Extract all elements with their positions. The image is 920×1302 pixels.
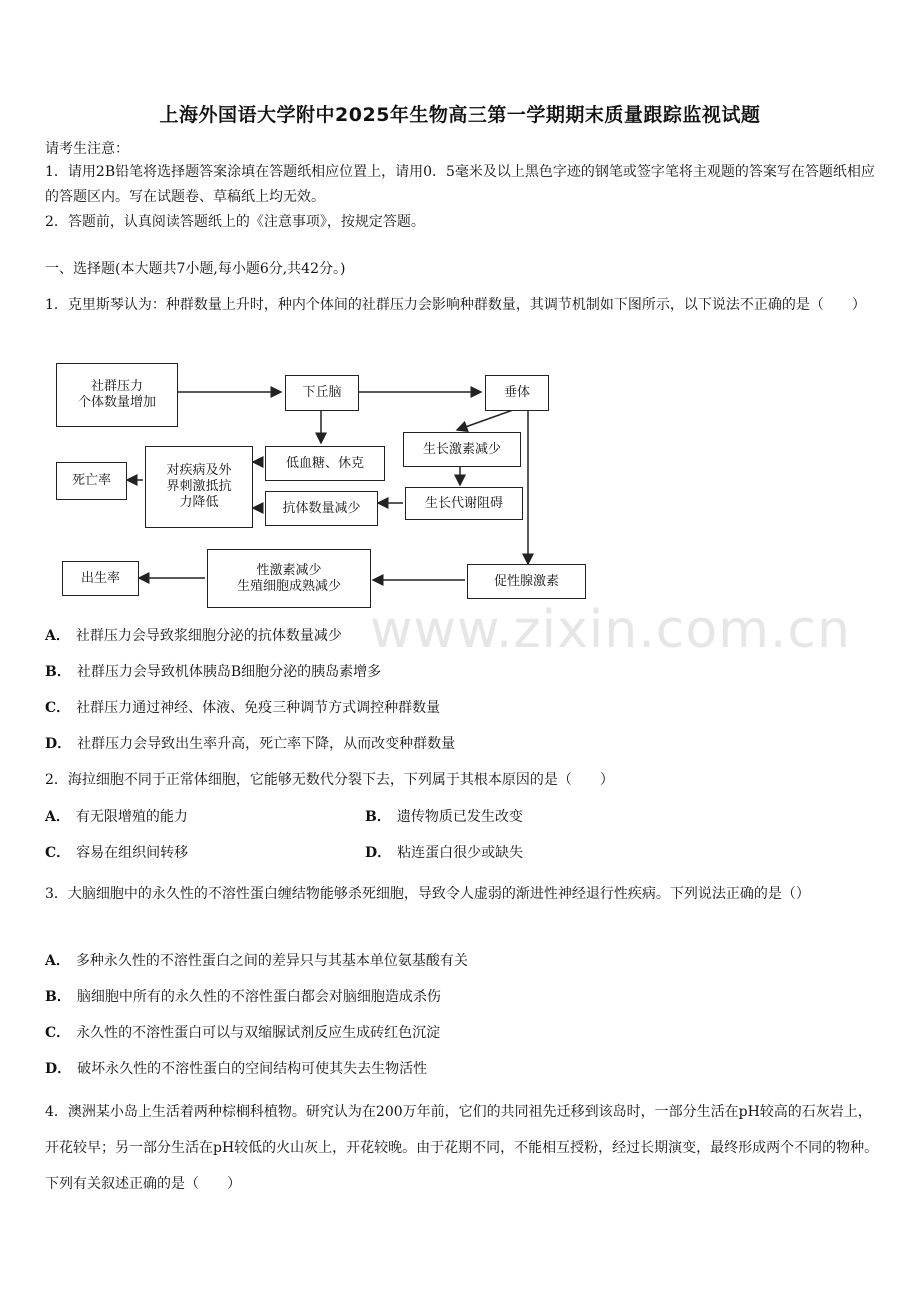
q2-option-c: C． 容易在组织间转移 <box>45 845 189 861</box>
notice-item-1: 1．请用2B铅笔将选择题答案涂填在答题纸相应位置上，请用0．5毫米及以上黑色字迹的钢笔或签字笔将主观题的答案写在答题纸相应的答题区内。写在试题卷、草稿纸上均无效。 <box>45 164 875 205</box>
box-pituitary: 垂体 <box>485 375 549 411</box>
q1-option-c: C． 社群压力通过神经、体液、免疫三种调节方式调控种群数量 <box>45 700 441 716</box>
box-social-pressure: 社群压力 个体数量增加 <box>56 363 178 427</box>
question-4-stem: 4．澳洲某小岛上生活着两种棕榈科植物。研究认为在200万年前，它们的共同祖先迁移到该岛时，一部分生活在pH较高的石灰岩上，开花较早；另一部分生活在pH较低的火山灰上，开花较晚。由于花期不同，不能相互授粉，经过长期演变，最终形成两个不同的物种。下列有关叙述正确的是（ ） <box>45 1104 879 1192</box>
box-growth-metabolism: 生长代谢阻碍 <box>405 487 523 520</box>
box-hypothalamus: 下丘脑 <box>285 375 359 411</box>
arrow-pituitary-gh <box>457 410 513 430</box>
box-growth-hormone-decrease: 生长激素减少 <box>403 432 521 467</box>
box-birth-rate: 出生率 <box>62 561 139 596</box>
q2-option-a: A． 有无限增殖的能力 <box>45 809 188 825</box>
box-antibody-decrease: 抗体数量减少 <box>265 491 378 526</box>
q3-option-d: D． 破坏永久性的不溶性蛋白的空间结构可使其失去生物活性 <box>45 1061 428 1077</box>
notice-heading: 请考生注意： <box>45 141 129 157</box>
notice-item-2: 2．答题前，认真阅读答题纸上的《注意事项》，按规定答题。 <box>45 214 425 230</box>
q1-option-d: D． 社群压力会导致出生率升高，死亡率下降，从而改变种群数量 <box>45 736 456 752</box>
regulation-diagram <box>45 358 605 613</box>
watermark: www.zixin.com.cn <box>370 600 851 660</box>
question-2-stem: 2．海拉细胞不同于正常体细胞，它能够无数代分裂下去，下列属于其根本原因的是（ ） <box>45 772 614 788</box>
q2-option-b: B． 遗传物质已发生改变 <box>365 809 523 825</box>
q3-option-a: A． 多种永久性的不溶性蛋白之间的差异只与其基本单位氨基酸有关 <box>45 953 468 969</box>
q1-option-a: A． 社群压力会导致浆细胞分泌的抗体数量减少 <box>45 628 342 644</box>
q3-option-b: B． 脑细胞中所有的永久性的不溶性蛋白都会对脑细胞造成杀伤 <box>45 989 441 1005</box>
question-3-stem: 3．大脑细胞中的永久性的不溶性蛋白缠结物能够杀死细胞，导致令人虚弱的渐进性神经退行性疾病。下列说法正确的是（） <box>45 886 810 902</box>
question-1-stem: 1．克里斯琴认为：种群数量上升时，种内个体间的社群压力会影响种群数量，其调节机制如下图所示，以下说法不正确的是（ ） <box>45 297 866 313</box>
box-gonadotropin: 促性腺激素 <box>467 564 586 599</box>
q1-option-b: B． 社群压力会导致机体胰岛B细胞分泌的胰岛素增多 <box>45 664 382 680</box>
box-hypoglycemia: 低血糖、休克 <box>265 446 385 481</box>
box-death-rate: 死亡率 <box>56 462 127 500</box>
exam-title: 上海外国语大学附中2025年生物高三第一学期期末质量跟踪监视试题 <box>159 104 761 126</box>
section-heading: 一、选择题(本大题共7小题,每小题6分,共42分。) <box>45 261 346 277</box>
box-sex-hormone-decrease: 性激素减少 生殖细胞成熟减少 <box>207 549 371 608</box>
q3-option-c: C． 永久性的不溶性蛋白可以与双缩脲试剂反应生成砖红色沉淀 <box>45 1025 441 1041</box>
box-resistance-decrease: 对疾病及外 界刺激抵抗 力降低 <box>145 446 253 528</box>
q2-option-d: D． 粘连蛋白很少或缺失 <box>365 845 524 861</box>
